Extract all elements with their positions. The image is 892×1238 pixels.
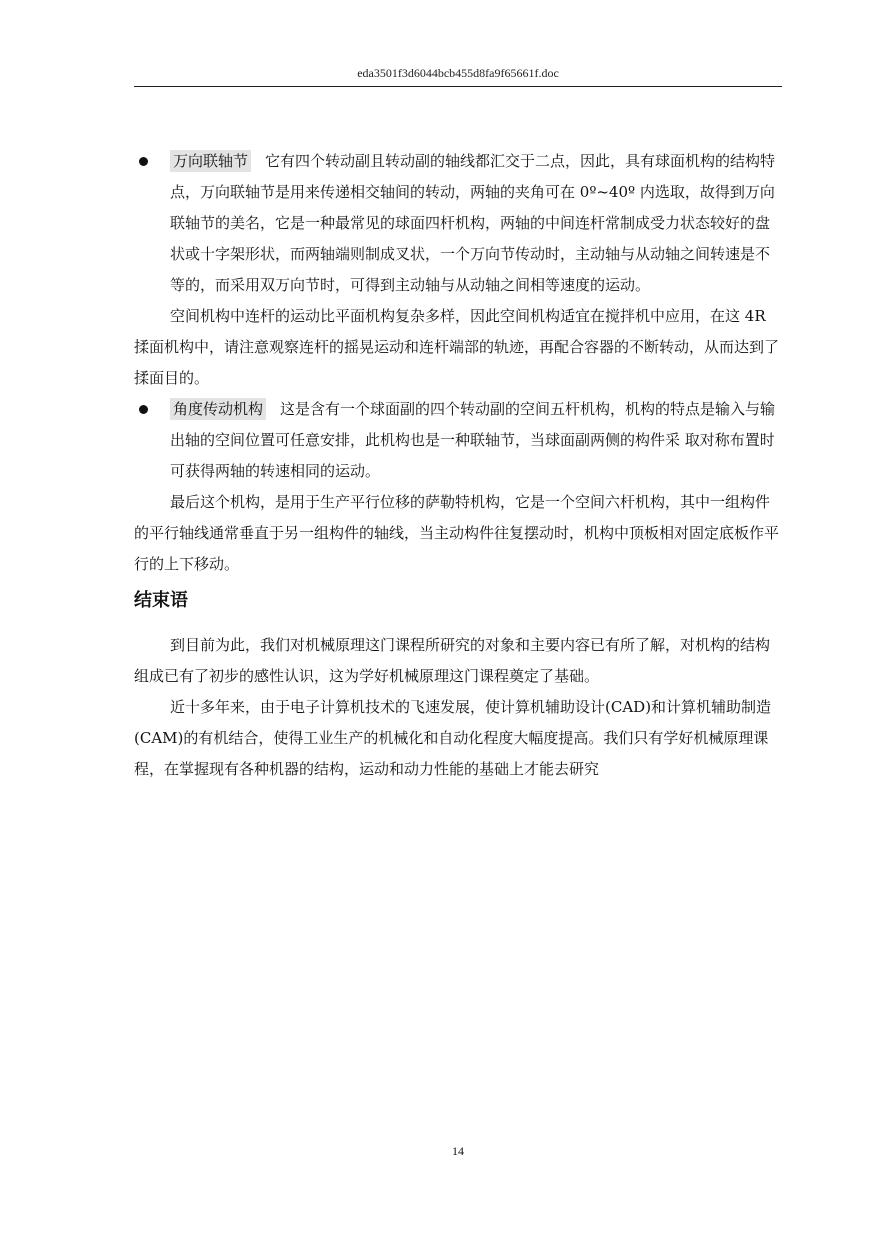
paragraph: 最后这个机构，是用于生产平行位移的萨勒特机构，它是一个空间六杆机构，其中一组构件的平行轴线通常垂直于另一组构件的轴线，当主动构件往复摆动时，机构中顶板相对固定底板作平行的上下移动。	[134, 493, 780, 573]
page-content	[134, 146, 782, 785]
bullet-term: 万向联轴节	[170, 150, 251, 172]
header-rule	[134, 86, 782, 87]
paragraph: 近十多年来，由于电子计算机技术的飞速发展，使计算机辅助设计(CAD)和计算机辅助制造(CAM)的有机结合，使得工业生产的机械化和自动化程度大幅度提高。我们只有学好机械原理课程，在掌握现有各种机器的结构，运动和动力性能的基础上才能去研究	[134, 698, 772, 778]
section-heading: 结束语	[134, 590, 188, 611]
bullet-item-angle-transmission	[134, 394, 782, 487]
bullet-text: 这是含有一个球面副的四个转动副的空间五杆机构，机构的特点是输入与输出轴的空间位置可任意安排，此机构也是一种联轴节，当球面副两侧的构件采 取对称布置时可获得两轴的转速相同的运动。	[170, 400, 776, 480]
bullet-dot-icon	[139, 157, 148, 166]
bullet-term: 角度传动机构	[170, 398, 266, 420]
page-number: 14	[452, 1144, 464, 1158]
bullet-dot-icon	[139, 405, 148, 414]
bullet-item-universal-joint	[134, 146, 782, 301]
page-header-filename: eda3501f3d6044bcb455d8fa9f65661f.doc	[357, 66, 559, 80]
bullet-text: 它有四个转动副且转动副的轴线都汇交于二点，因此，具有球面机构的结构特点，万向联轴节是用来传递相交轴间的转动，两轴的夹角可在 0º~40º 内选取，故得到万向联轴节的美名，它是一种最常见的球面四杆机构，两轴的中间连杆常制成受力状态较好的盘状或十字架形状，而两轴端则制成叉状，一个万向节传动时，主动轴与从动轴之间转速是不等的，而采用双万向节时，可得到主动轴与从动轴之间相等速度的运动。	[170, 152, 776, 294]
paragraph: 到目前为此，我们对机械原理这门课程所研究的对象和主要内容已有所了解，对机构的结构组成已有了初步的感性认识，这为学好机械原理这门课程奠定了基础。	[134, 636, 771, 685]
paragraph: 空间机构中连杆的运动比平面机构复杂多样，因此空间机构适宜在搅拌机中应用，在这 4R 揉面机构中，请注意观察连杆的摇晃运动和连杆端部的轨迹，再配合容器的不断转动，从而达到了揉面目的。	[134, 307, 780, 387]
